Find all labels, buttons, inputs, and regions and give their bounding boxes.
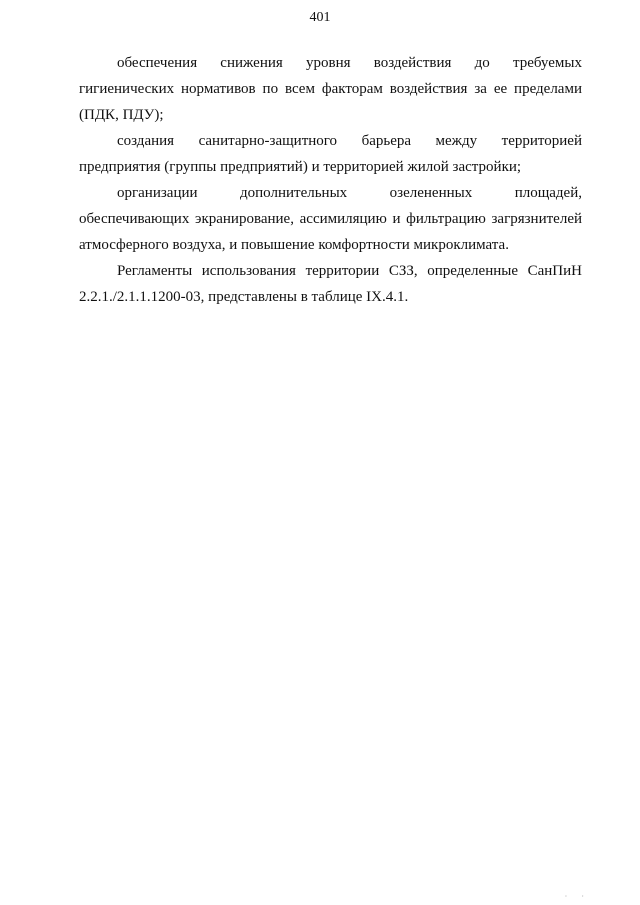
- word: площадей,: [514, 185, 582, 201]
- word: барьера: [361, 133, 412, 149]
- paragraph-line: атмосферного воздуха, и повышение комфортности микроклимата.: [79, 237, 509, 253]
- word: территорией: [501, 133, 582, 149]
- paragraph-hygiene-standards: [79, 50, 582, 128]
- word: уровня: [306, 55, 351, 71]
- word: воздействия: [373, 55, 452, 71]
- word: до: [474, 55, 490, 71]
- paragraph-sanitary-barrier: [79, 128, 582, 180]
- paragraph-first-line: Регламенты использования территории СЗЗ, определенные СанПиН: [117, 263, 582, 279]
- word: обеспечения: [117, 55, 198, 71]
- page-number: 401: [309, 10, 331, 25]
- paragraph-line: предприятия (группы предприятий) и территорией жилой застройки;: [79, 159, 522, 175]
- paragraph-green-areas: [79, 180, 582, 258]
- paragraph-line: обеспечивающих экранирование, ассимиляцию и фильтрацию загрязнителей: [79, 211, 582, 227]
- paragraph-line: 2.2.1./2.1.1.1200-03, представлены в таблице IX.4.1.: [79, 289, 409, 305]
- paragraph-szz-regulations: [79, 258, 582, 310]
- scan-artifact-marks: · ·: [564, 892, 590, 901]
- paragraph-first-line: [79, 180, 582, 206]
- paragraph-line: (ПДК, ПДУ);: [79, 107, 164, 123]
- document-body: [79, 50, 582, 310]
- word: снижения: [220, 55, 283, 71]
- paragraph-line: гигиенических нормативов по всем факторам воздействия за ее пределами: [79, 81, 582, 97]
- word: организации: [117, 185, 198, 201]
- word: требуемых: [512, 55, 582, 71]
- paragraph-first-line: [79, 128, 582, 154]
- word: между: [435, 133, 478, 149]
- word: озелененных: [389, 185, 473, 201]
- word: дополнительных: [240, 185, 348, 201]
- word: создания: [117, 133, 175, 149]
- word: санитарно-защитного: [198, 133, 338, 149]
- paragraph-first-line: [79, 50, 582, 76]
